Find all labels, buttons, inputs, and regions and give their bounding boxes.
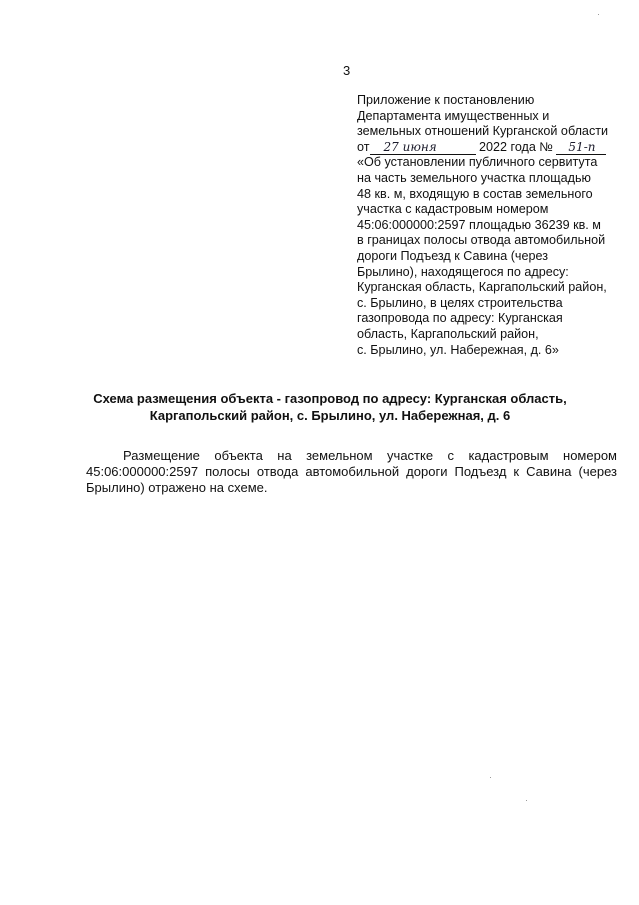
scan-speck: [526, 800, 527, 801]
body-paragraph-text: Размещение объекта на земельном участке с кадастровым номером 45:06:000000:2597 полосы отвода автомобильной дороги Подъезд к Савина (через Брылино) отражено на схеме.: [86, 448, 617, 495]
appendix-quote-line: участка с кадастровым номером: [357, 202, 549, 217]
appendix-line: Приложение к постановлению: [357, 93, 535, 107]
appendix-quote-line: Курганская область, Каргапольский район,: [357, 280, 607, 295]
year-text: 2022 года №: [479, 139, 553, 154]
appendix-quote-line: область, Каргапольский район,: [357, 326, 539, 341]
appendix-line: Департамента имущественных и: [357, 108, 550, 123]
appendix-quote-line: газопровода по адресу: Курганская: [357, 311, 563, 326]
appendix-block: [357, 93, 619, 358]
document-heading: [60, 390, 600, 424]
date-line: [357, 140, 619, 156]
scan-speck: [598, 14, 599, 15]
appendix-quote-line: Брылино), находящегося по адресу:: [357, 264, 569, 279]
heading-line: Каргапольский район, с. Брылино, ул. Набережная, д. 6: [149, 408, 511, 423]
appendix-quote-line: дороги Подъезд к Савина (через: [357, 248, 548, 263]
appendix-quote-line: 45:06:000000:2597 площадью 36239 кв. м: [357, 217, 601, 232]
appendix-quote-line: 48 кв. м, входящую в состав земельного: [357, 186, 593, 201]
handwritten-number: 51-п: [556, 141, 606, 155]
scan-speck: [490, 777, 491, 778]
appendix-line: земельных отношений Курганской области: [357, 124, 609, 139]
heading-line: Схема размещения объекта - газопровод по адресу: Курганская область,: [93, 391, 567, 406]
appendix-quote-line: с. Брылино, в целях строительства: [357, 295, 563, 310]
appendix-quote-line: «Об установлении публичного сервитута: [357, 155, 598, 170]
appendix-quote-line: с. Брылино, ул. Набережная, д. 6»: [357, 342, 559, 357]
date-prefix: от: [357, 139, 370, 154]
handwritten-date: 27 июня: [370, 141, 476, 155]
appendix-quote-line: на часть земельного участка площадью: [357, 170, 591, 185]
appendix-quote-line: в границах полосы отвода автомобильной: [357, 233, 606, 248]
body-paragraph: [86, 448, 617, 496]
page-number: 3: [343, 63, 351, 78]
